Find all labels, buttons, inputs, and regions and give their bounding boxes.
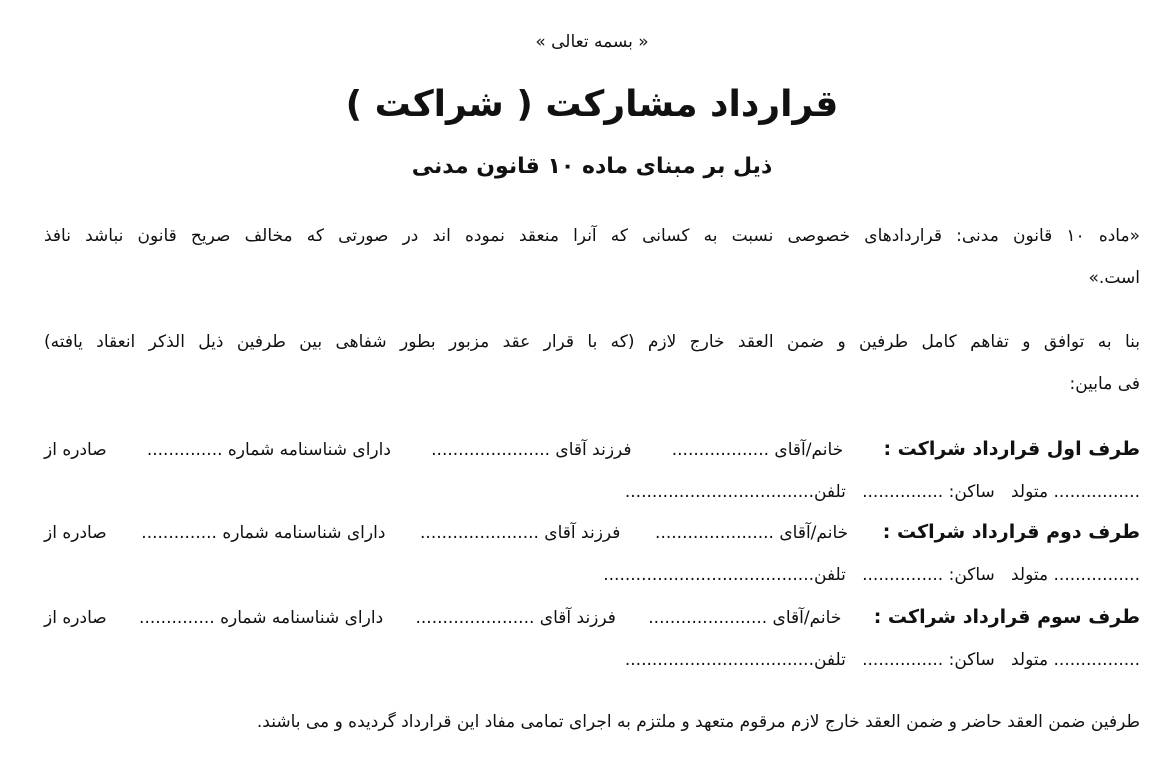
party-first-issued-from: صادره از	[44, 440, 107, 460]
party-third-phone: تلفن...................................	[624, 650, 846, 670]
party-second-resident: ساکن: ...............	[862, 565, 995, 585]
party-second-row	[44, 521, 1140, 543]
party-second-issued-from: صادره از	[44, 523, 107, 543]
party-third-child-of: فرزند آقای ......................	[415, 608, 616, 628]
party-first-phone: تلفن...................................	[624, 482, 846, 502]
party-first-id-number: دارای شناسنامه شماره ..............	[146, 440, 391, 460]
document-title: قرارداد مشارکت ( شراکت )	[345, 84, 839, 125]
party-second-child-of: فرزند آقای ......................	[420, 523, 621, 543]
party-third-born: ................ متولد	[1011, 650, 1140, 670]
agreement-line-2: فی مابین:	[1069, 374, 1140, 394]
quote-line-1: «ماده ۱۰ قانون مدنی: قراردادهای خصوصی نسبت به کسانی که آنرا منعقد نموده اند در صورتی که مخالف صریح قانون نباشد نافذ	[44, 226, 1140, 246]
party-first-label: طرف اول قرارداد شراکت :	[883, 438, 1140, 460]
party-third-row	[44, 606, 1140, 628]
party-third-issued-from: صادره از	[44, 608, 107, 628]
party-first-mr-mrs: خانم/آقای ..................	[671, 440, 844, 460]
party-third-resident: ساکن: ...............	[862, 650, 995, 670]
document-subtitle: ذیل بر مبنای ماده ۱۰ قانون مدنی	[411, 154, 773, 179]
party-third-mr-mrs: خانم/آقای ......................	[648, 608, 842, 628]
party-third-label: طرف سوم قرارداد شراکت :	[873, 606, 1140, 628]
party-second-label: طرف دوم قرارداد شراکت :	[882, 521, 1140, 543]
party-third-id-number: دارای شناسنامه شماره ..............	[139, 608, 384, 628]
agreement-line-1: بنا به توافق و تفاهم کامل طرفین و ضمن العقد خارج لازم (که با قرار عقد مزبور بطور شفاهی بین طرفین ذیل الذکر انعقاد یافته)	[44, 332, 1140, 352]
party-second-details-row	[44, 565, 1140, 585]
party-first-child-of: فرزند آقای ......................	[431, 440, 632, 460]
party-second-mr-mrs: خانم/آقای ......................	[655, 523, 849, 543]
party-first-born: ................ متولد	[1011, 482, 1140, 502]
party-third-details-row	[44, 650, 1140, 670]
party-second-phone: تلفن.......................................	[603, 565, 846, 585]
basmala-heading: « بسمه تعالی »	[535, 32, 649, 52]
party-first-details-row	[44, 482, 1140, 502]
closing-statement: طرفین ضمن العقد حاضر و ضمن العقد خارج لازم مرقوم متعهد و ملتزم به اجرای تمامی مفاد این قرارداد گردیده و می باشند.	[256, 712, 1140, 732]
quote-line-2: است.»	[1088, 268, 1140, 288]
party-second-id-number: دارای شناسنامه شماره ..............	[141, 523, 386, 543]
party-first-resident: ساکن: ...............	[862, 482, 995, 502]
party-second-born: ................ متولد	[1011, 565, 1140, 585]
party-first-row	[44, 438, 1140, 460]
